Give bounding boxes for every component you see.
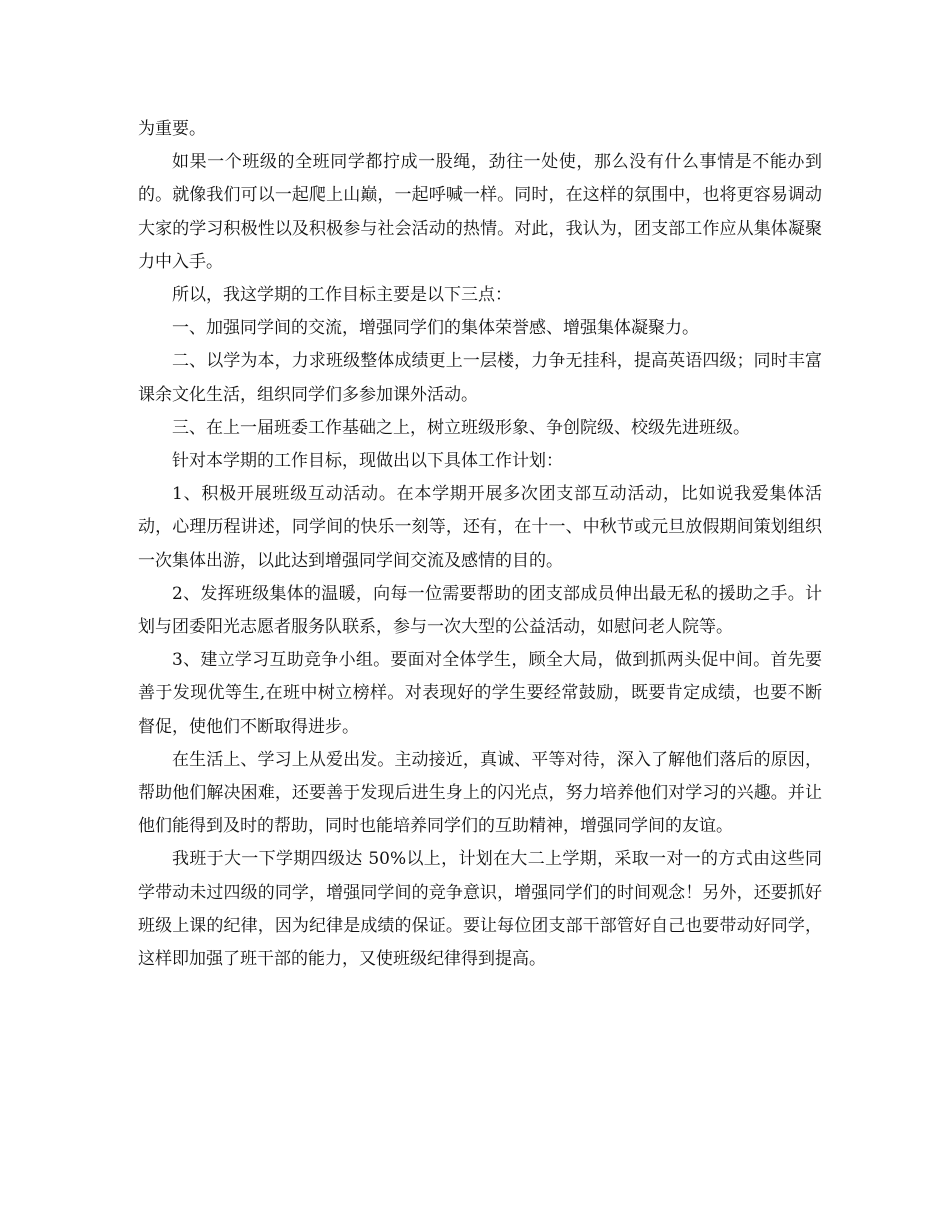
paragraph-8: 1、积极开展班级互动活动。在本学期开展多次团支部互动活动，比如说我爱集体活动，心理历程讲述，同学间的快乐一刻等，还有，在十一、中秋节或元旦放假期间策划组织一次集体出游，以此达到增强同学间交流及感情的目的。 (138, 484, 822, 571)
paragraph-6: 三、在上一届班委工作基础之上，树立班级形象、争创院级、校级先进班级。 (172, 417, 750, 438)
paragraph-1: 为重要。 (138, 119, 206, 139)
document-body (138, 113, 822, 976)
paragraph-4: 一、加强同学间的交流，增强同学们的集体荣誉感、增强集体凝聚力。 (172, 318, 699, 339)
paragraph-7: 针对本学期的工作目标，现做出以下具体工作计划： (172, 451, 563, 472)
paragraph-11: 在生活上、学习上从爱出发。主动接近，真诚、平等对待，深入了解他们落后的原因，帮助他们解决困难，还要善于发现后进生身上的闪光点，努力培养他们对学习的兴趣。并让他们能得到及时的帮助，同时也能培养同学们的互助精神，增强同学间的友谊。 (138, 749, 822, 837)
paragraph-2: 如果一个班级的全班同学都拧成一股绳，劲往一处使，那么没有什么事情是不能办到的。就像我们可以一起爬上山巅，一起呼喊一样。同时，在这样的氛围中，也将更容易调动大家的学习积极性以及积极参与社会活动的热情。对此，我认为，团支部工作应从集体凝聚力中入手。 (138, 152, 822, 272)
paragraph-9: 2、发挥班级集体的温暖，向每一位需要帮助的团支部成员伸出最无私的援助之手。计划与团委阳光志愿者服务队联系，参与一次大型的公益活动，如慰问老人院等。 (138, 583, 822, 638)
paragraph-5: 二、以学为本，力求班级整体成绩更上一层楼，力争无挂科，提高英语四级；同时丰富课余文化生活，组织同学们多参加课外活动。 (138, 351, 822, 405)
paragraph-12: 我班于大一下学期四级达 50%以上，计划在大二上学期，采取一对一的方式由这些同学带动未过四级的同学，增强同学间的竞争意识，增强同学们的时间观念！另外，还要抓好班级上课的纪律，因为纪律是成绩的保证。要让每位团支部干部管好自己也要带动好同学，这样即加强了班干部的能力，又使班级纪律得到提高。 (138, 849, 822, 970)
paragraph-10: 3、建立学习互助竞争小组。要面对全体学生，顾全大局，做到抓两头促中间。首先要善于发现优等生,在班中树立榜样。对表现好的学生要经常鼓励，既要肯定成绩，也要不断督促，使他们不断取得进步。 (138, 650, 822, 737)
paragraph-3: 所以，我这学期的工作目标主要是以下三点： (172, 285, 512, 306)
